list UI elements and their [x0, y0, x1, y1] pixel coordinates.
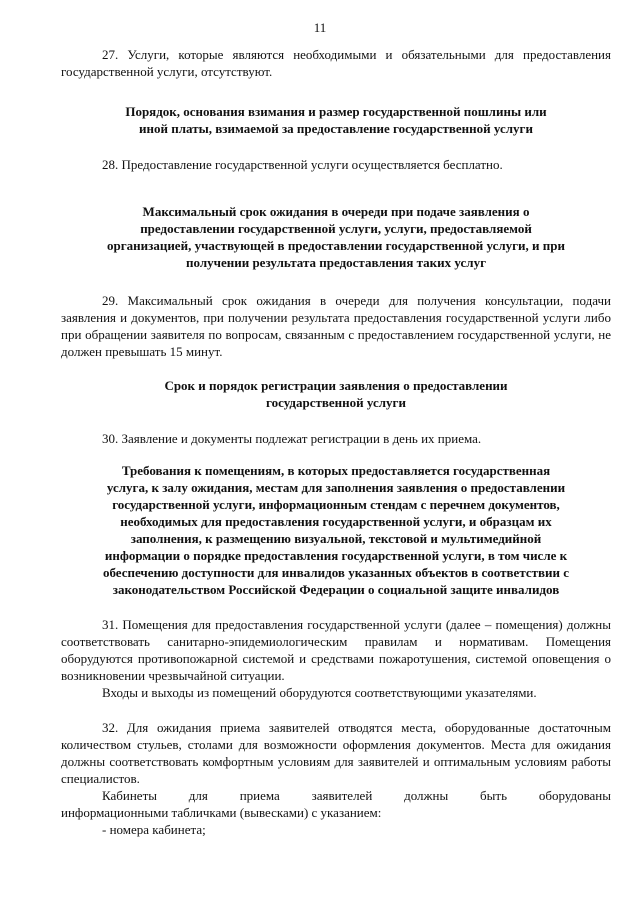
heading-rooms-line: законодательством Российской Федерации о социальной защите инвалидов	[112, 582, 560, 597]
paragraph-31: 31. Помещения для предоставления государственной услуги (далее – помещения) должны соответствовать санитарно-эпидемиологическим правилам и нормативам. Помещения оборудуются противопожарной системой и средствами пожаротушения, системой оповещения о возникновении чрезвычайной ситуации.	[61, 617, 611, 683]
heading-registration-line: Срок и порядок регистрации заявления о предоставлении	[164, 378, 508, 393]
heading-fee-line: иной платы, взимаемой за предоставление государственной услуги	[139, 121, 533, 136]
heading-rooms-line: Требования к помещениям, в которых предоставляется государственная	[121, 463, 551, 478]
paragraph-30: 30. Заявление и документы подлежат регистрации в день их приема.	[102, 431, 482, 446]
heading-rooms-line: информации о порядке предоставления государственной услуги, в том числе к	[104, 548, 568, 563]
paragraph-32-offices-line: Кабинеты для приема заявителей должны быть оборудованы	[102, 788, 611, 803]
heading-queue-line: Максимальный срок ожидания в очереди при подаче заявления о	[142, 204, 530, 219]
heading-rooms	[61, 462, 611, 598]
heading-fee	[61, 103, 611, 137]
heading-registration-line: государственной услуги	[266, 395, 406, 410]
heading-rooms-line: заполнения, к размещению визуальной, текстовой и мультимедийной	[130, 531, 542, 546]
heading-rooms-line: обеспечению доступности для инвалидов указанных объектов в соответствии с	[102, 565, 570, 580]
paragraph-32-offices-line: информационными табличками (вывесками) с указанием:	[61, 805, 382, 820]
paragraph-32-offices	[61, 787, 611, 821]
heading-registration	[61, 377, 611, 411]
heading-rooms-line: необходимых для предоставления государственной услуги, и образцам их	[120, 514, 552, 529]
heading-rooms-line: услуга, к залу ожидания, местам для заполнения заявления о предоставлении	[106, 480, 566, 495]
paragraph-31-entrances: Входы и выходы из помещений оборудуются соответствующими указателями.	[102, 685, 537, 700]
list-item-office-number: - номера кабинета;	[102, 822, 206, 837]
page-number: 11	[313, 20, 327, 35]
paragraph-32: 32. Для ожидания приема заявителей отводятся места, оборудованные достаточным количеством стульев, столами для возможности оформления документов. Места для ожидания должны соответствовать комфортным условиям для заявителей и оптимальным условиям работы специалистов.	[61, 720, 611, 786]
heading-queue-line: предоставлении государственной услуги, услуги, предоставляемой	[140, 221, 532, 236]
heading-queue-line: организацией, участвующей в предоставлении государственной услуги, и при	[106, 238, 565, 253]
heading-queue-line: получении результата предоставления таких услуг	[186, 255, 486, 270]
heading-rooms-line: государственной услуги, информационным стендам с перечнем документов,	[112, 497, 560, 512]
heading-fee-line: Порядок, основания взимания и размер государственной пошлины или	[125, 104, 547, 119]
paragraph-27: 27. Услуги, которые являются необходимыми и обязательными для предоставления государственной услуги, отсутствуют.	[61, 47, 611, 79]
paragraph-29: 29. Максимальный срок ожидания в очереди для получения консультации, подачи заявления и документов, при получении результата предоставления государственной услуги либо при обращении заявителя по вопросам, связанным с предоставлением государственной услуги, не должен превышать 15 минут.	[61, 293, 611, 359]
paragraph-28: 28. Предоставление государственной услуги осуществляется бесплатно.	[102, 157, 503, 172]
heading-queue	[61, 203, 611, 271]
